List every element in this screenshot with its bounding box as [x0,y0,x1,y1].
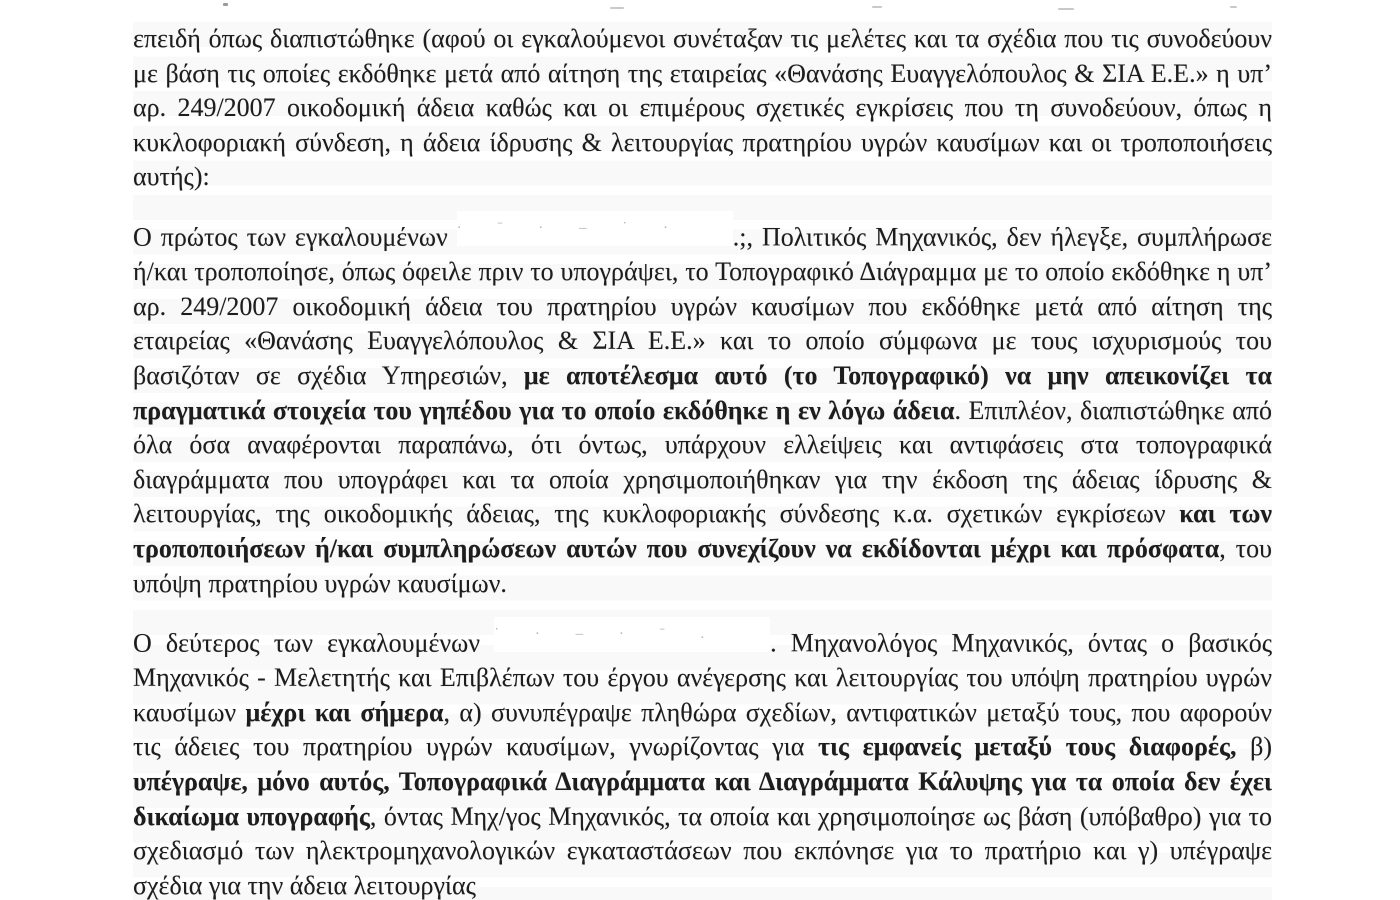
text-segment: , του υπόψη πρατηρίου υγρών καυσίμων. [133,533,1272,598]
paragraph-intro-clause [133,22,1272,195]
text-segment-bold: τις εμφανείς μεταξύ τους διαφορές, [817,732,1251,762]
text-segment: Ο δεύτερος των εγκαλουμένων [133,628,495,658]
text-segment: επειδή όπως διαπιστώθηκε (αφού οι εγκαλούμενοι συνέταξαν τις μελέτες και τα σχέδια που τις συνοδεύουν με βάση τις οποίες εκδόθηκε μετά από αίτηση της εταιρείας «Θανάσης Ευαγγελόπουλος & ΣΙΑ Ε.Ε.» η υπ’ αρ. 249/2007 οικοδομική άδεια καθώς και οι επιμέρους σχετικές εγκρίσεις που τη συνοδεύουν, όπως η κυκλοφοριακή σύνδεση, η άδεια ίδρυσης & λειτουργίας πρατηρίου υγρών καυσίμων και οι τροποποιήσεις αυτής): [133,24,1272,192]
text-segment: , όντας Μηχ/γος Μηχανικός, τα οποία και χρησιμοποίησε ως βάση (υπόβαθρο) για το σχεδιασμό των ηλεκτρομηχανολογικών εγκαταστάσεων που εκπόνησε για το πρατήριο και γ) υπέγραψε σχέδια για την άδεια λειτουργίας [133,801,1272,900]
text-segment: . Επιπλέον, διαπιστώθηκε από όλα όσα αναφέρονται παραπάνω, ότι όντως, υπάρχουν ελλείψεις και αντιφάσεις στα τοπογραφικά διαγράμματα που υπογράφει και τα οποία χρησιμοποιήθηκαν για την έκδοση της άδειας ίδρυσης & λειτουργίας, της οικοδομικής άδειας, της κυκλοφοριακής σύνδεσης κ.α. σχετικών εγκρίσεων [133,395,1272,529]
document-text-block [133,22,1272,900]
text-segment-bold: μέχρι και σήμερα [245,697,444,727]
paragraph-second-engineer [133,617,1272,900]
paragraph-first-engineer [133,211,1272,601]
text-segment-bold: και των τροποποιήσεων ή/και συμπληρώσεων αυτών που συνεχίζουν να εκδίδονται μέχρι και πρόσφατα [133,499,1272,563]
text-segment: .;, Πολιτικός Μηχανικός, δεν ήλεγξε, συμπλήρωσε ή/και τροποποίησε, όπως όφειλε πριν το υπογράψει, το Τοπογραφικό Διάγραμμα με το οποίο εκδόθηκε η υπ’ αρ. 249/2007 οικοδομική άδεια του πρατηρίου υγρών καυσίμων που εκδόθηκε μετά από αίτηση της εταιρείας «Θανάσης Ευαγγελόπουλος & ΣΙΑ Ε.Ε.» και το οποίο σύμφωνα με τους ισχυρισμούς του βασιζόταν σε σχέδια Υπηρεσιών, [133,222,1272,390]
page-crop-artifact [0,0,1400,12]
text-segment: Ο πρώτος των εγκαλουμένων [133,222,457,252]
text-segment: . Μηχανολόγος Μηχανικός, όντας ο βασικός Μηχανικός - Μελετητής και Επιβλέπων του έργου ανέγερσης και λειτουργίας του υπόψη πρατηρίου υγρών καυσίμων [133,628,1272,727]
text-segment-bold: υπέγραψε, μόνο αυτός, Τοπογραφικά Διαγράμματα και Διαγράμματα Κάλυψης για τα οποία δεν έχει δικαίωμα υπογραφής [133,767,1272,831]
redacted-name-first-engineer: · ˉ · – ˙ · [457,211,733,246]
redacted-name-second-engineer: ˙ · – · ˉ . [494,617,770,652]
text-segment: , α) συνυπέγραψε πληθώρα σχεδίων, αντιφατικών μεταξύ τους, που αφορούν τις άδειες του πρατηρίου υγρών καυσίμων, γνωρίζοντας για [133,697,1272,762]
text-segment: β) [1250,732,1272,762]
text-segment-bold: με αποτέλεσμα αυτό (το Τοπογραφικό) να μην απεικονίζει τα πραγματικά στοιχεία του γηπέδου για το οποίο εκδόθηκε η εν λόγω άδεια [133,360,1272,425]
